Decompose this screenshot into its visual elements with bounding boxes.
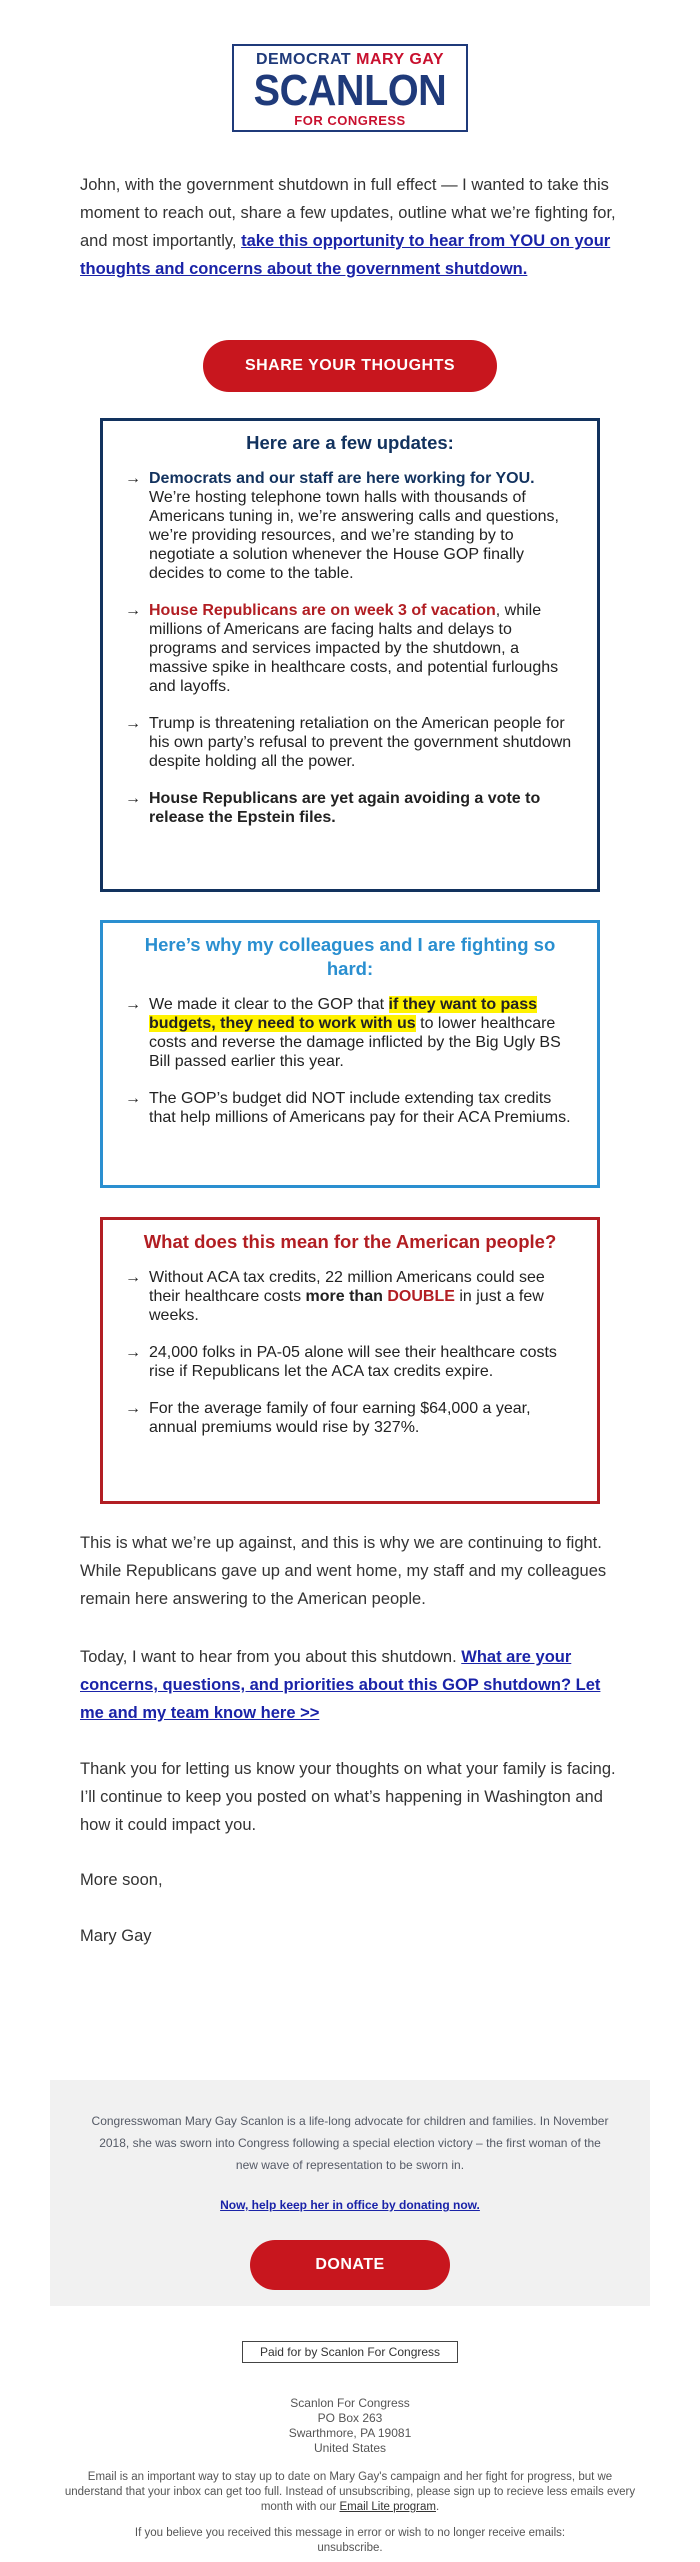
meaning-box: [100, 1217, 600, 1504]
email-lite-link[interactable]: Email Lite program: [339, 2501, 436, 2513]
item-text: We’re hosting telephone town halls with thousands of Americans tuning in, we’re answering calls and questions, we’re providing resources, and we’re standing by to negotiate a solution whenever the House GOP finally decides to come to the table.: [149, 489, 559, 582]
fighting-list: [125, 995, 575, 1127]
signoff: More soon,: [80, 1871, 163, 1889]
mailing-address: [0, 2396, 700, 2456]
address-line: PO Box 263: [317, 2411, 383, 2425]
footer-panel: [50, 2080, 650, 2306]
list-item: [125, 1089, 575, 1127]
address-line: Scanlon For Congress: [290, 2396, 410, 2410]
item-bold: Democrats and our staff are here working for YOU.: [149, 470, 535, 487]
item-highlight: if they want to pass budgets, they need to work with us: [149, 996, 537, 1032]
logo-name: SCANLON: [253, 66, 447, 115]
share-thoughts-button[interactable]: SHARE YOUR THOUGHTS: [203, 340, 497, 392]
arrow-right-icon: →: [125, 602, 141, 619]
email-lite-text: Email is an important way to stay up to date on Mary Gay's campaign and her fight for progress, but we understand that your inbox can get too full. Instead of unsubscribing, please sign up to recieve less emails every month with our: [64, 2471, 636, 2513]
list-item: [125, 1268, 575, 1325]
unsubscribe-notice: [60, 2526, 640, 2556]
item-text: For the average family of four earning $64,000 a year, annual premiums would rise by 327%.: [149, 1400, 531, 1436]
updates-title: Here are a few updates:: [246, 432, 454, 453]
intro-paragraph: [80, 171, 620, 283]
footer-donate-text: [50, 2198, 650, 2212]
email-lite-end: .: [435, 2501, 440, 2513]
item-text: to lower healthcare costs and reverse the damage inflicted by the Big Ugly BS Bill passed earlier this year.: [149, 1015, 561, 1070]
fighting-box: [100, 920, 600, 1188]
item-text: , while millions of Americans are facing halts and delays to programs and services impacted by the shutdown, a massive spike in healthcare costs, and potential furloughs and layoffs.: [149, 602, 559, 695]
footer-bio: Congresswoman Mary Gay Scanlon is a life-long advocate for children and families. In November 2018, she was sworn into Congress following a special election victory – the first woman of the new wave of representation to be sworn in.: [91, 2114, 609, 2172]
logo-for-congress: FOR CONGRESS: [294, 113, 406, 128]
signature: Mary Gay: [80, 1927, 152, 1945]
meaning-list: [125, 1268, 575, 1437]
item-bold-red: DOUBLE: [387, 1288, 455, 1305]
intro-text: John, with the government shutdown in full effect — I wanted to take this moment to reach out, share a few updates, outline what we’re fighting for, and most importantly,: [80, 176, 616, 250]
arrow-right-icon: →: [125, 715, 141, 732]
unsubscribe-text: If you believe you received this message in error or wish to no longer receive emails:: [134, 2527, 566, 2539]
item-text: The GOP’s budget did NOT include extending tax credits that help millions of Americans pay for their ACA Premiums.: [149, 1090, 571, 1126]
arrow-right-icon: →: [125, 1344, 141, 1361]
paid-for-disclaimer: Paid for by Scanlon For Congress: [242, 2341, 458, 2363]
list-item: [125, 469, 575, 583]
arrow-right-icon: →: [125, 470, 141, 487]
list-item: [125, 789, 575, 827]
updates-list: [125, 469, 575, 827]
email-lite-notice: [60, 2470, 640, 2515]
item-text: in just a few weeks.: [149, 1288, 544, 1324]
donate-button[interactable]: DONATE: [250, 2240, 450, 2290]
fighting-title: Here’s why my colleagues and I are fighting so hard:: [144, 934, 556, 979]
body-paragraph-3: Thank you for letting us know your thoughts on what your family is facing. I’ll continue to keep you posted on what’s happening in Washington and how it could impact you.: [80, 1760, 616, 1834]
unsubscribe-link[interactable]: unsubscribe.: [317, 2542, 383, 2554]
list-item: [125, 601, 575, 696]
body-text: Today, I want to hear from you about this shutdown.: [80, 1648, 462, 1666]
body-paragraph-2: [80, 1643, 620, 1727]
item-text: Trump is threatening retaliation on the American people for his own party’s refusal to prevent the government shutdown despite holding all the power.: [149, 715, 572, 770]
arrow-right-icon: →: [125, 790, 141, 807]
donate-link[interactable]: Now, help keep her in office by donating now.: [220, 2198, 480, 2212]
item-text: 24,000 folks in PA-05 alone will see their healthcare costs rise if Republicans let the ACA tax credits expire.: [149, 1344, 557, 1380]
address-line: Swarthmore, PA 19081: [288, 2426, 412, 2440]
intro-link[interactable]: take this opportunity to hear from YOU on your thoughts and concerns about the government shutdown.: [80, 232, 611, 278]
item-bold: House Republicans are yet again avoiding a vote to release the Epstein files.: [149, 790, 541, 826]
list-item: [125, 714, 575, 771]
item-text: Without ACA tax credits, 22 million Americans could see their healthcare costs: [149, 1269, 545, 1305]
updates-box: [100, 418, 600, 892]
logo-mary-gay: MARY GAY: [356, 51, 445, 68]
list-item: [125, 1343, 575, 1381]
address-line: United States: [313, 2441, 387, 2455]
body-paragraph-1: This is what we’re up against, and this is why we are continuing to fight. While Republicans gave up and went home, my staff and my colleagues remain here answering to the American people.: [80, 1534, 607, 1608]
meaning-title: What does this mean for the American people?: [143, 1231, 557, 1252]
item-text: We made it clear to the GOP that: [149, 996, 389, 1013]
item-bold: more than: [305, 1288, 383, 1305]
list-item: [125, 1399, 575, 1437]
concerns-link[interactable]: What are your concerns, questions, and priorities about this GOP shutdown? Let me and my team know here >>: [80, 1648, 601, 1722]
arrow-right-icon: →: [125, 1090, 141, 1107]
arrow-right-icon: →: [125, 1400, 141, 1417]
logo-democrat: DEMOCRAT: [255, 51, 352, 68]
arrow-right-icon: →: [125, 1269, 141, 1286]
arrow-right-icon: →: [125, 996, 141, 1013]
campaign-logo: [232, 44, 468, 132]
item-bold: House Republicans are on week 3 of vacation: [149, 602, 496, 619]
list-item: [125, 995, 575, 1071]
